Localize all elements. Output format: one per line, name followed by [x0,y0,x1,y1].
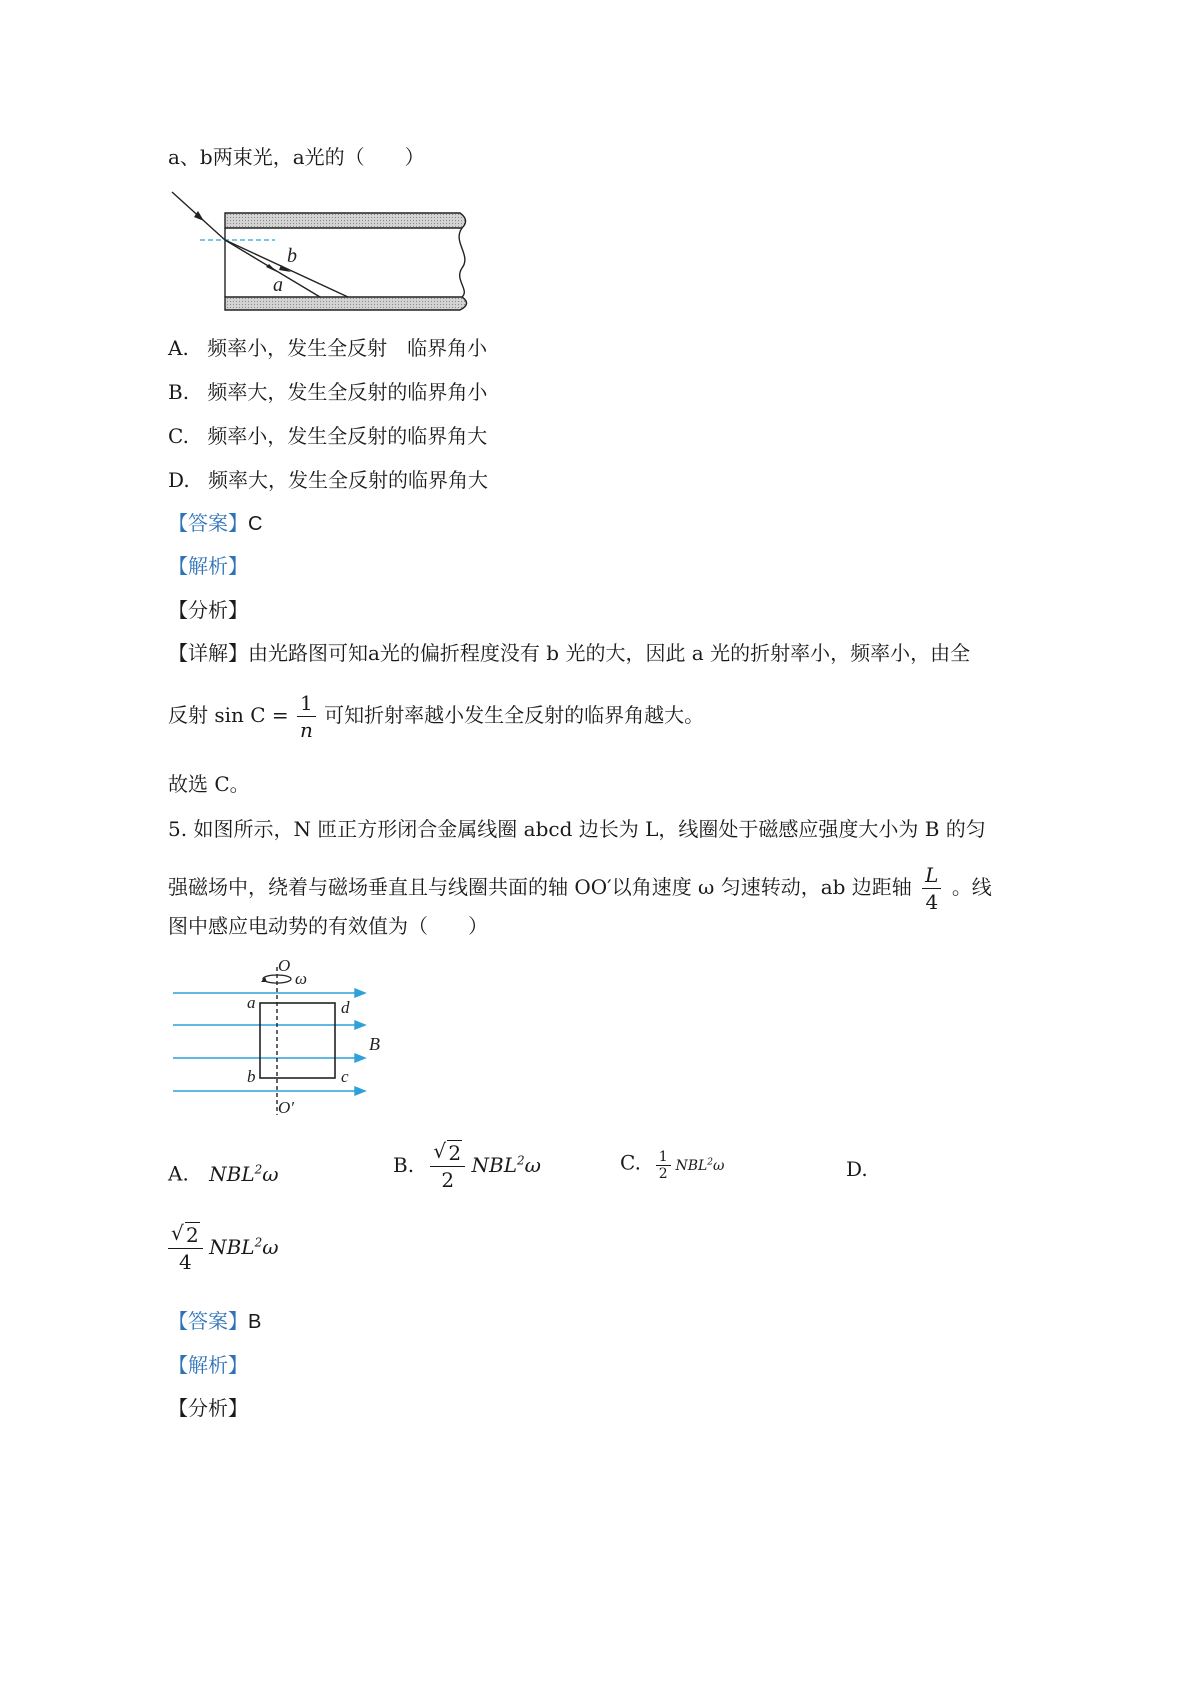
q4-detail-line1 [168,639,970,667]
answer-value: B [248,1311,262,1333]
q5-option-a [168,1155,279,1188]
formula-fraction [297,690,316,743]
label-omega: ω [295,969,308,988]
q5-option-c [620,1148,724,1182]
q5-analysis-tag: 【解析】 [168,1353,248,1377]
q4-analysis-tag: 【解析】 [168,554,248,578]
slab-break-edge [459,228,465,297]
detail-text: 由光路图可知a光的偏折程度没有 b 光的大，因此 a 光的折射率小，频率小，由全 [248,641,971,665]
q4-answer [168,509,262,538]
one-half: $\frac{1}{2}$ [656,1149,671,1182]
stem-text-tail: 。线 [951,875,992,899]
q4-option-b [168,378,487,406]
option-letter: C. [620,1150,641,1175]
answer-tag: 【答案】 [168,1309,248,1333]
label-a: a [273,274,283,296]
answer-tag: 【答案】 [168,511,248,535]
l-over-4-fraction [922,862,941,915]
label-o-prime: O′ [278,1098,294,1117]
option-letter: A. [168,1161,189,1186]
q4-stem: a、b两束光，a光的（ ） [168,145,425,169]
sqrt2-over-4: √ $\frac{2}{4}$ [168,1222,203,1275]
detail-formula-prefix: 反射 sin C = [168,703,289,727]
option-letter: A. [168,336,189,360]
option-letter: B. [393,1153,415,1177]
light-path-figure [160,180,490,320]
frac-numerator: L [922,862,941,889]
option-expression: NBL$^2$ω [209,1235,279,1259]
option-text: 频率小，发生全反射 临界角小 [207,336,488,360]
coil-abcd [260,1003,335,1078]
q5-fenxi-tag: 【分析】 [168,1396,248,1420]
label-a: a [247,993,256,1012]
option-text: 频率大，发生全反射的临界角小 [207,380,488,404]
q5-stem-line1: 5. 如图所示，N 匝正方形闭合金属线圈 abcd 边长为 L，线圈处于磁感应强度大小为 B 的匀 [168,817,986,841]
frac-denominator: 4 [925,890,939,914]
option-expression: NBL$^2$ω [675,1157,725,1174]
q4-detail-line2 [168,690,704,743]
q4-option-a [168,334,487,362]
frac-denominator: n [299,718,313,742]
q5-option-b [393,1140,541,1193]
option-letter: C. [168,424,189,448]
field-lines [173,989,365,1095]
coil-figure [165,955,395,1120]
slab-bottom-layer [225,297,467,310]
option-expression: NBL$^2$ω [209,1161,279,1186]
label-b: b [247,1067,256,1086]
detail-formula-suffix: 可知折射率越小发生全反射的临界角越大。 [324,703,705,727]
frac-numerator: 1 [297,690,316,717]
option-expression: NBL$^2$ω [471,1153,541,1177]
option-text: 频率大，发生全反射的临界角大 [208,468,489,492]
label-B: B [369,1034,380,1054]
q5-option-d-expression [168,1222,279,1275]
q4-option-c [168,422,487,450]
answer-value: C [248,513,263,535]
label-b: b [287,245,297,267]
option-letter: B. [168,380,190,404]
sqrt2-over-2: √ $\frac{2}{2}$ [430,1140,465,1193]
q5-option-d-letter: D. [846,1157,868,1181]
slab-top-layer [225,213,466,228]
label-d: d [341,998,350,1017]
label-c: c [341,1067,349,1086]
option-letter: D. [168,468,190,492]
detail-tag: 【详解】 [168,641,248,665]
q5-answer [168,1307,261,1336]
label-o: O [278,956,291,975]
q4-option-d [168,466,488,494]
q5-stem-line2 [168,862,992,915]
q5-stem-line3: 图中感应电动势的有效值为（ ） [168,914,488,938]
option-text: 频率小，发生全反射的临界角大 [207,424,488,448]
q4-conclusion: 故选 C。 [168,772,250,796]
stem-text: 强磁场中，绕着与磁场垂直且与线圈共面的轴 OO′以角速度 ω 匀速转动，ab 边距轴 [168,875,912,899]
q4-fenxi-tag: 【分析】 [168,598,248,622]
